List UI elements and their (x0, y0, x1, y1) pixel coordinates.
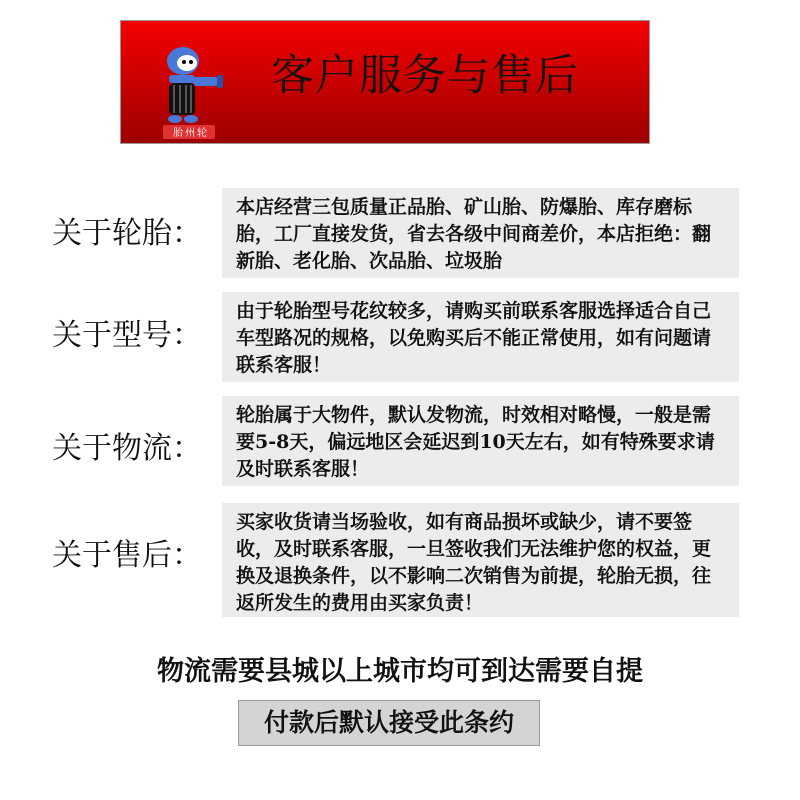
section-text: 由于轮胎型号花纹较多，请购买前联系客服选择适合自己车型路况的规格，以免购买后不能正常使用，如有问题请联系客服！ (222, 292, 739, 382)
section-text: 轮胎属于大物件，默认发物流，时效相对略慢，一般是需要5-8天，偏远地区会延迟到10天左右，如有特殊要求请及时联系客服！ (222, 396, 739, 486)
page-title: 客户服务与售后 (271, 51, 579, 101)
header-banner (120, 20, 650, 144)
section-text: 买家收货请当场验收，如有商品损坏或缺少，请不要签收，及时联系客服，一旦签收我们无法维护您的权益，更换及退换条件，以不影响二次销售为前提，轮胎无损，往返所发生的费用由买家负责！ (222, 503, 739, 617)
section-label: 关于型号： (52, 318, 202, 353)
section-label: 关于售后： (52, 538, 202, 573)
logo-text: 胎州轮 (173, 128, 209, 139)
section-label: 关于物流： (52, 431, 202, 466)
section-label: 关于轮胎： (52, 216, 202, 251)
section-text: 本店经营三包质量正品胎、矿山胎、防爆胎、库存磨标胎，工厂直接发货，省去各级中间商差价，本店拒绝：翻新胎、老化胎、次品胎、垃圾胎 (222, 188, 739, 278)
logistics-note: 物流需要县城以上城市均可到达需要自提 (157, 656, 643, 687)
agree-terms-button[interactable]: 付款后默认接受此条约 (238, 700, 540, 746)
